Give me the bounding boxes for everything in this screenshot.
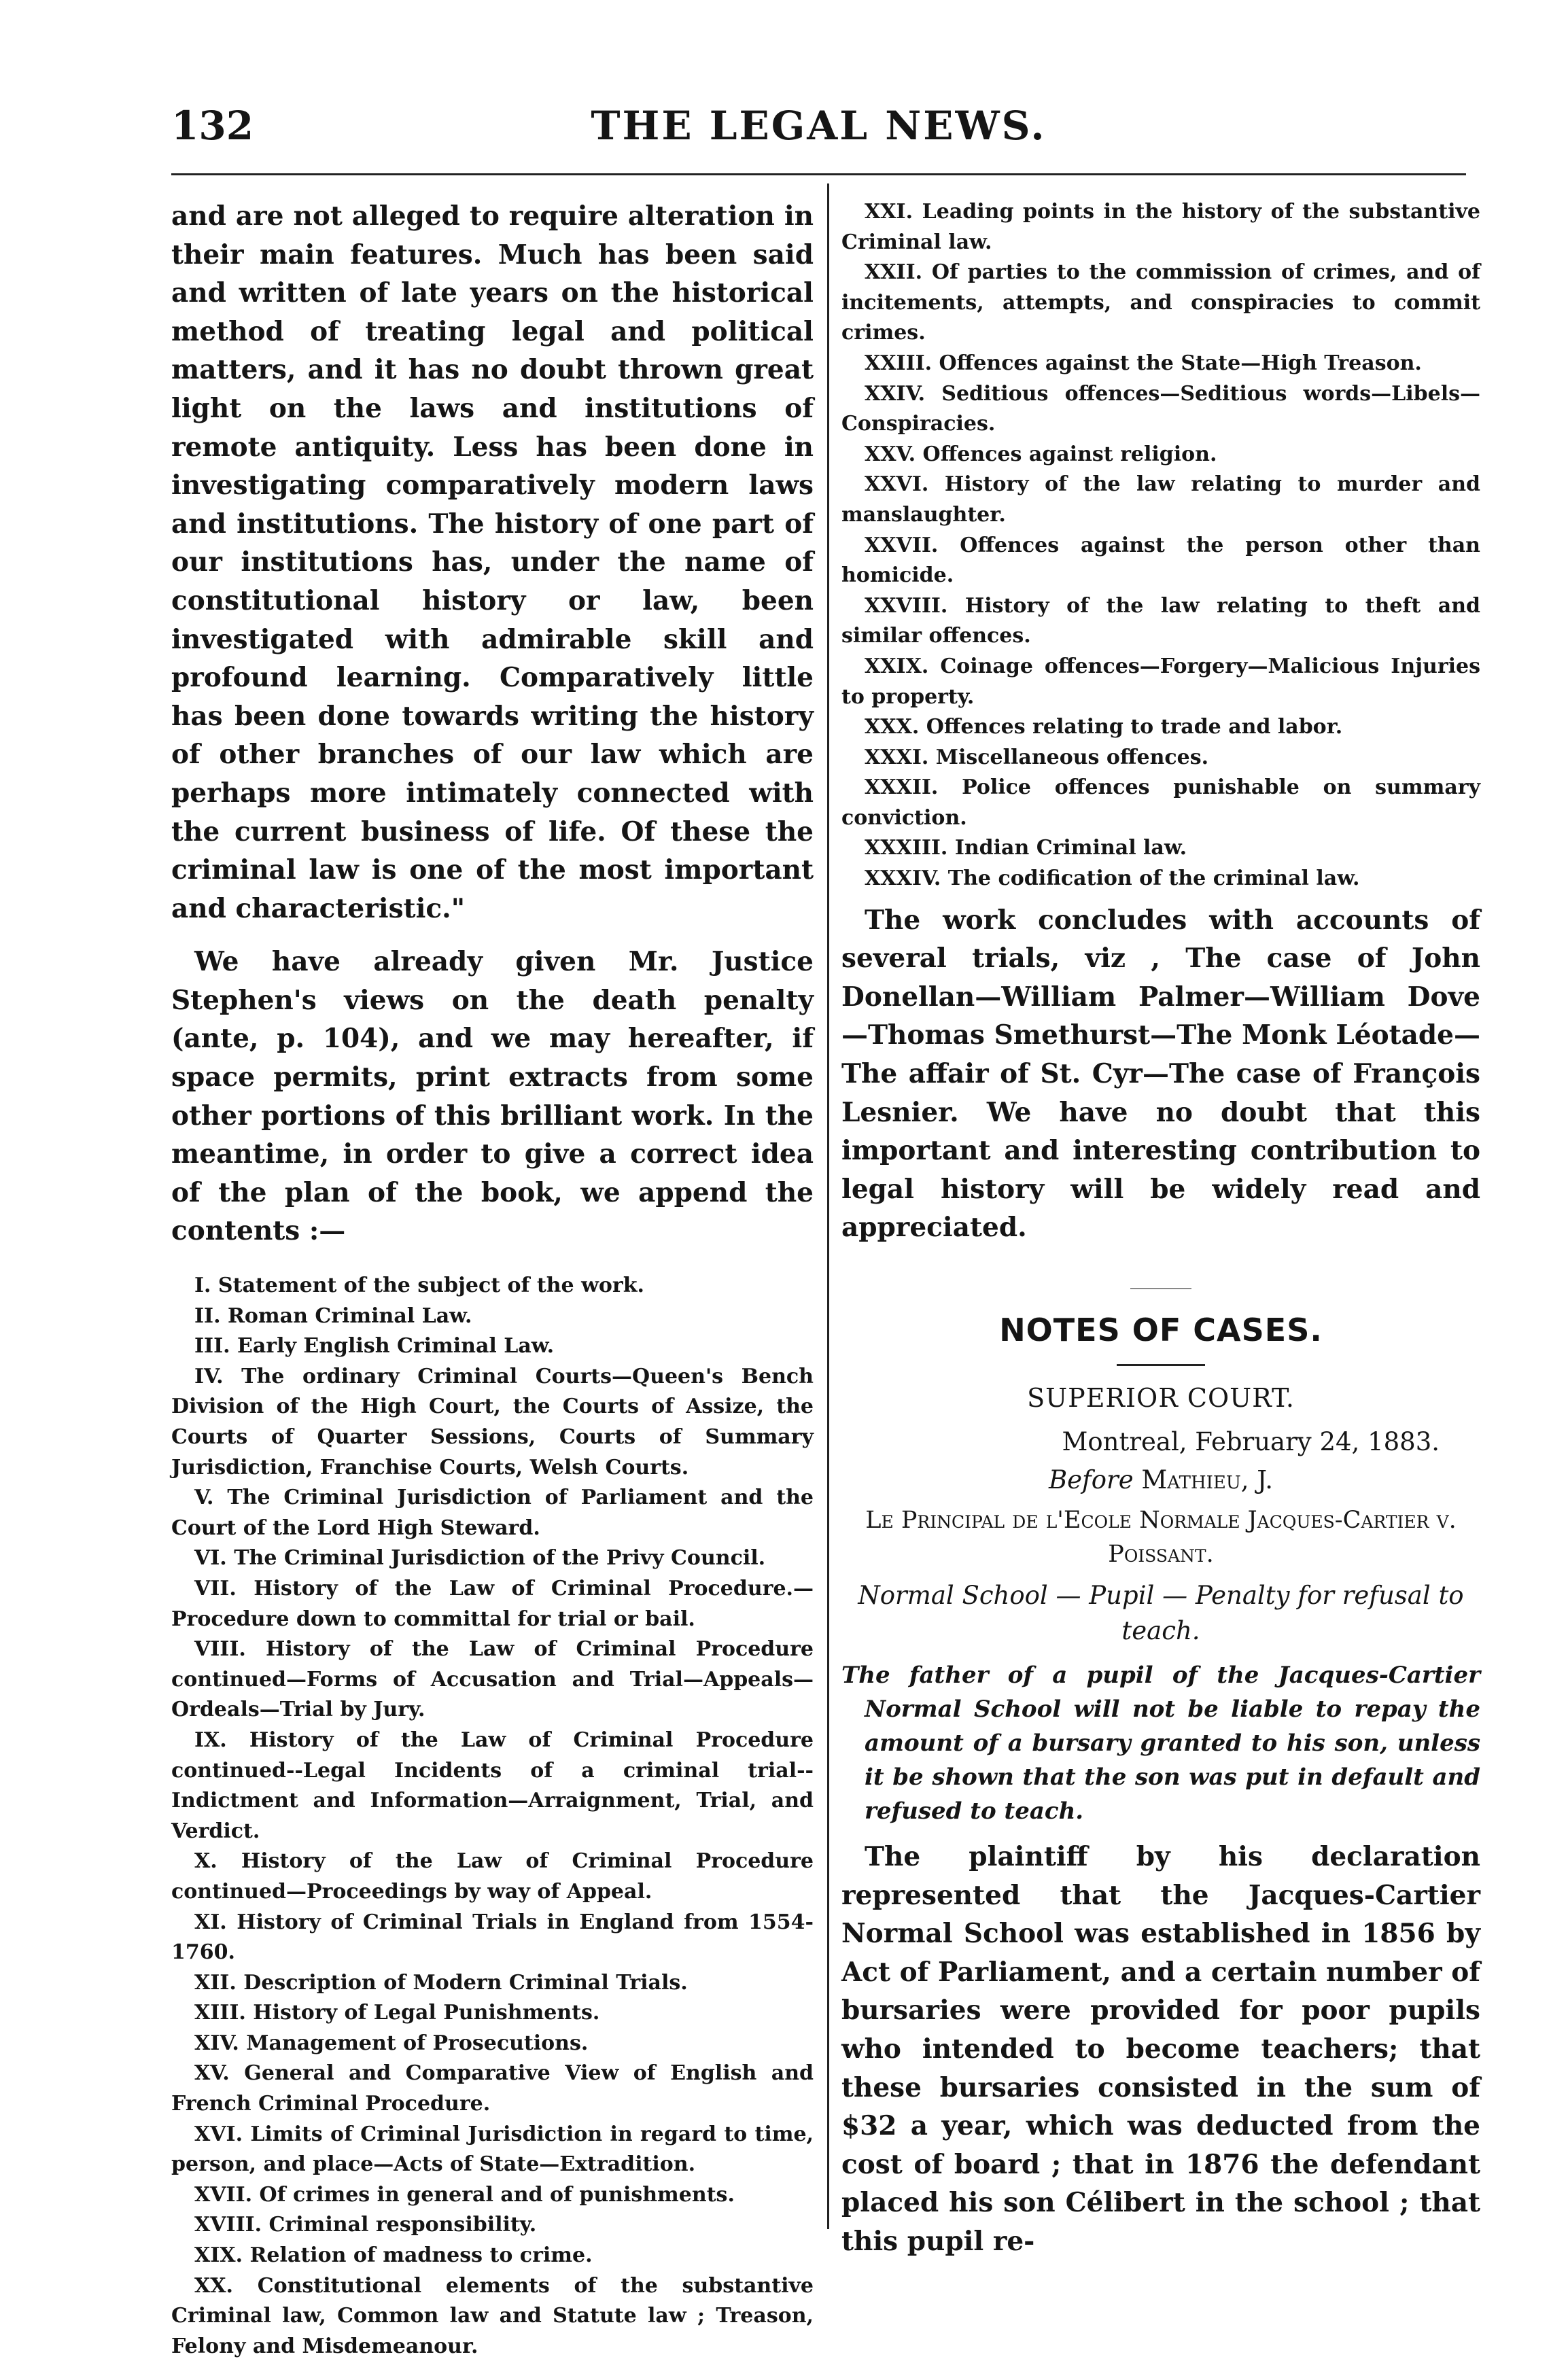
right-column [841,197,1480,2261]
contents-item: VI. The Criminal Jurisdiction of the Privy Council. [194,1546,766,1571]
contents-item: XXVI. History of the law relating to murder and manslaughter. [841,472,1480,527]
judge-name: Mathieu, J. [1141,1465,1274,1494]
contents-item: XXIII. Offences against the State—High Treason. [865,351,1422,375]
contents-item: XXV. Offences against religion. [865,442,1217,466]
contents-item: XXXII. Police offences punishable on summary conviction. [841,775,1480,830]
contents-item: XVIII. Criminal responsibility. [194,2213,537,2237]
contents-item: XXVII. Offences against the person other than homicide. [841,533,1480,588]
court-name: SUPERIOR COURT. [1027,1383,1295,1413]
section-heading: NOTES OF CASES. [999,1312,1323,1348]
case-title: Le Principal de l'Ecole Normale Jacques-Cartier v. Poissant. [865,1507,1457,1568]
contents-item: III. Early English Criminal Law. [194,1334,555,1359]
intro-paragraph: We have already given Mr. Justice Stephen's views on the death penalty (ante, p. 104), and we may hereafter, if space permits, print extracts from some other portions of this brilliant work. In the meantime, in order to give a correct idea of the plan of the book, we append the contents :— [171,946,814,1247]
page-number: 132 [171,103,254,149]
contents-item: XI. History of Criminal Trials in England from 1554-1760. [171,1910,814,1965]
running-title: THE LEGAL NEWS. [591,103,1047,149]
contents-item: XVI. Limits of Criminal Jurisdiction in regard to time, person, and place—Acts of State—Extradition. [171,2122,814,2177]
case-body-paragraph: The plaintiff by his declaration represented that the Jacques-Cartier Normal School was established in 1856 by Act of Parliament, and a certain number of bursaries were provided for poor pupils who intended to become teachers; that these bursaries consisted in the sum of $32 a year, which was deducted from the cost of board ; that in 1876 the defendant placed his son Célibert in the school ; that this pupil re- [841,1841,1480,2257]
contents-item: XXIV. Seditious offences—Seditious words—Libels—Conspiracies. [841,381,1480,436]
contents-item: XXXI. Miscellaneous offences. [865,745,1209,769]
judge-before: Before [1048,1465,1134,1494]
page-header [171,102,1466,163]
contents-item: XXVIII. History of the law relating to theft and similar offences. [841,593,1480,648]
contents-list-left [171,1271,814,2362]
contents-item: XVII. Of crimes in general and of punishments. [194,2182,735,2207]
contents-item: V. The Criminal Jurisdiction of Parliament and the Court of the Lord High Steward. [171,1486,814,1540]
contents-item: XIX. Relation of madness to crime. [194,2243,593,2268]
contents-item: XXX. Offences relating to trade and labor. [865,715,1343,739]
section-divider [1130,1288,1191,1289]
contents-item: XIV. Management of Prosecutions. [194,2031,589,2055]
header-rule [171,173,1466,175]
contents-item: VII. History of the Law of Criminal Procedure.—Procedure down to committal for trial or bail. [171,1576,814,1631]
case-judge [841,1461,1480,1499]
contents-list-right [841,197,1480,894]
quote-paragraph: and are not alleged to require alteration in their main features. Much has been said and written of late years on the historical method of treating legal and political matters, and it has no doubt thrown great light on the laws and institutions of remote antiquity. Less has been done in investigating comparatively modern laws and institutions. The history of one part of our institutions has, under the name of constitutional history or law, been investigated with admirable skill and profound learning. Comparatively little has been done towards writing the history of other branches of our law which are perhaps more intimately connected with the current business of life. Of these the criminal law is one of the most important and characteristic." [171,200,814,924]
contents-item: IX. History of the Law of Criminal Procedure continued--Legal Incidents of a criminal trial--Indictment and Information—Arraignment, Trial, and Verdict. [171,1728,814,1843]
contents-item: XII. Description of Modern Criminal Trials. [194,1970,688,1995]
contents-item: XV. General and Comparative View of English and French Criminal Procedure. [171,2061,814,2116]
left-column [171,197,814,2362]
conclusion-paragraph: The work concludes with accounts of several trials, viz , The case of John Donellan—William Palmer—William Dove—Thomas Smethurst—The Monk Léotade—The affair of St. Cyr—The case of François Lesnier. We have no doubt that this important and interesting contribution to legal history will be widely read and appreciated. [841,904,1480,1244]
contents-item: VIII. History of the Law of Criminal Procedure continued—Forms of Accusation and Trial—Appeals—Ordeals—Trial by Jury. [171,1637,814,1722]
contents-item: I. Statement of the subject of the work. [194,1274,644,1298]
contents-item: XXI. Leading points in the history of the substantive Criminal law. [841,200,1480,254]
case-date: Montreal, February 24, 1883. [1062,1427,1440,1456]
column-divider [827,183,829,2229]
heading-rule [1117,1364,1205,1366]
contents-item: II. Roman Criminal Law. [194,1303,472,1328]
contents-item: XXII. Of parties to the commission of crimes, and of incitements, attempts, and conspiracies to commit crimes. [841,260,1480,345]
contents-item: XXXIII. Indian Criminal law. [865,836,1187,860]
case-subject: Normal School — Pupil — Penalty for refusal to teach. [858,1581,1464,1645]
contents-item: IV. The ordinary Criminal Courts—Queen's Bench Division of the High Court, the Courts of Assize, the Courts of Quarter Sessions, Courts of Summary Jurisdiction, Franchise Courts, Welsh Courts. [171,1364,814,1480]
contents-item: XIII. History of Legal Punishments. [194,2001,600,2025]
contents-item: XX. Constitutional elements of the substantive Criminal law, Common law and Statute law ; Treason, Felony and Misdemeanour. [171,2273,814,2358]
case-holding: The father of a pupil of the Jacques-Cartier Normal School will not be liable to repay the amount of a bursary granted to his son, unless it be shown that the son was put in default and refused to teach. [841,1662,1480,1825]
contents-item: XXIX. Coinage offences—Forgery—Malicious Injuries to property. [841,654,1480,709]
contents-item: X. History of the Law of Criminal Procedure continued—Proceedings by way of Appeal. [171,1849,814,1904]
contents-item: XXXIV. The codification of the criminal law. [865,867,1360,891]
